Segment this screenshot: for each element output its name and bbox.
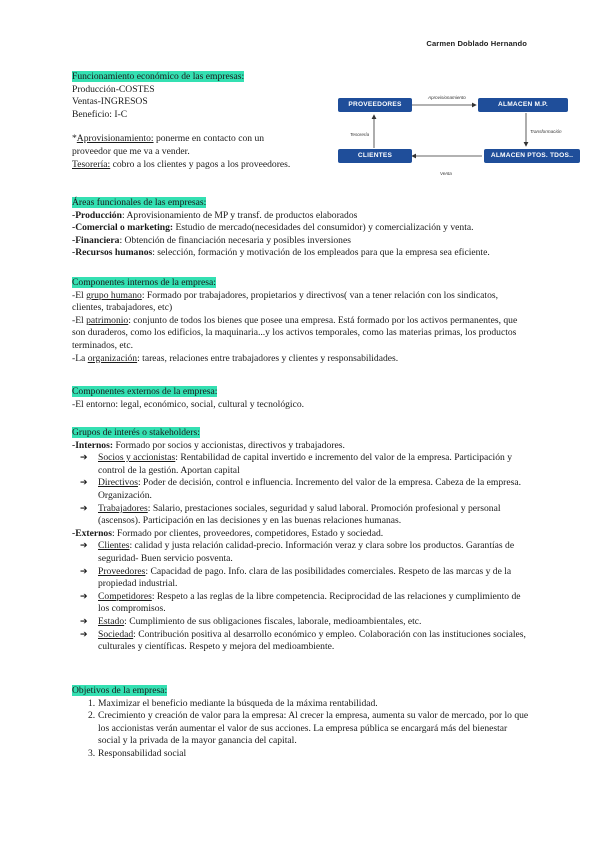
list-item [72, 540, 530, 565]
term-trabajadores: Trabajadores [98, 502, 148, 514]
heading-internos: Componentes internos de la empresa: [72, 277, 216, 288]
term-financiera: -Financiera [72, 234, 120, 246]
term-competidores: Competidores [98, 590, 152, 602]
box-clientes: CLIENTES [338, 149, 412, 163]
term-comercial: -Comercial o marketing: [72, 222, 174, 234]
list-item [72, 629, 530, 654]
term-recursos-humanos: -Recursos humanos [72, 247, 153, 259]
text-aprovisionamiento-1: ponerme en contacto con un [153, 133, 265, 145]
list-item [72, 591, 530, 616]
text-beneficio: Beneficio: I-C [72, 108, 128, 120]
term-directivos: Directivos [98, 477, 138, 489]
text-grupo-humano: : Formado por trabajadores, propietarios y directivos( van a tener relación con los sindicatos, clientes, trabajadores, etc) [72, 289, 499, 314]
box-almacen-mp: ALMACEN M.P. [478, 98, 568, 112]
section-internos [72, 277, 530, 365]
list-item [72, 566, 530, 591]
text-produccion-costes: Producción-COSTES [72, 83, 155, 95]
text-directivos: : Poder de decisión, control e influencia. Incremento del valor de la empresa. Cabeza de la empresa. Organización. [98, 477, 522, 501]
term-estado: Estado [98, 615, 125, 627]
text-externos: : Formado por clientes, proveedores, competidores, Estado y sociedad. [111, 527, 384, 539]
heading-externos: Componentes externos de la empresa: [72, 386, 218, 397]
text-trabajadores: : Salario, prestaciones sociales, seguridad y salud laboral. Promoción profesional y personal (ascensos). Participación en las decisiones y en las buenas relaciones humanas. [98, 502, 501, 527]
label-aprovisionamiento: Aprovisionamiento [428, 95, 466, 100]
author-name: Carmen Doblado Hernando [426, 39, 527, 48]
text-internos: Formado por socios y accionistas, directivos y trabajadores. [113, 439, 345, 451]
text-competidores: : Respeto a las reglas de la libre competencia. Reciprocidad de las relaciones y cumplimiento de los compromisos. [98, 590, 521, 615]
item-number: 3. [88, 747, 96, 759]
item-number: 2. [88, 710, 96, 722]
list-item [72, 710, 530, 748]
arrow-icon: ➔ [80, 503, 88, 514]
arrow-icon: ➔ [80, 629, 88, 640]
prefix-organizacion: -La [72, 352, 88, 364]
term-proveedores: Proveedores [98, 565, 146, 577]
text-entorno: -El entorno: legal, económico, social, cultural y tecnológico. [72, 398, 305, 410]
text-clientes: : calidad y justa relación calidad-precio. Información veraz y clara sobre los productos. Garantías de seguridad- Buen servicio posventa. [98, 540, 515, 564]
flow-diagram [336, 86, 586, 181]
label-tesoreria: Tesorería [350, 132, 370, 137]
text-financiera: : Obtención de financiación necesaria y posibles inversiones [119, 234, 351, 246]
term-aprovisionamiento: Aprovisionamiento: [76, 133, 154, 145]
heading-areas: Áreas funcionales de las empresas: [72, 197, 207, 208]
arrow-icon: ➔ [80, 541, 88, 552]
term-socios: Socios y accionistas [98, 452, 176, 464]
text-objetivo-2: Crecimiento y creación de valor para la empresa: Al crecer la empresa, aumenta su valor de mercado, por lo que los accionistas verán aumentar el valor de sus acciones. La empresa pública se encargará más del bienestar social y la privada de la mayor ganancia del capital. [98, 710, 529, 747]
text-patrimonio: : conjunto de todos los bienes que posee una empresa. Está formado por los activos permanentes, que son duraderos, como los edificios, la maquinaria...y los activos temporales, como las materias primas, los productos terminados, etc. [72, 314, 518, 351]
text-organizacion: : tareas, relaciones entre trabajadores y clientes y responsabilidades. [137, 352, 399, 364]
term-tesoreria: Tesorería: [72, 158, 111, 170]
text-objetivo-3: Responsabilidad social [98, 747, 187, 759]
section-objetivos [72, 685, 530, 761]
term-organizacion: organización [87, 352, 138, 364]
list-item [72, 616, 530, 629]
arrow-icon: ➔ [80, 591, 88, 602]
text-sociedad: : Contribución positiva al desarrollo económico y empleo. Colaboración con las instituciones sociales, culturales y científicas. Respeto y mejora del medioambiente. [98, 628, 526, 653]
text-comercial: Estudio de mercado(necesidades del consumidor) y comercialización y venta. [173, 222, 474, 234]
text-estado: : Cumplimiento de sus obligaciones fiscales, laborale, medioambientales, etc. [124, 615, 422, 627]
term-sociedad: Sociedad [98, 628, 134, 640]
term-patrimonio: patrimonio [86, 314, 129, 326]
text-tesoreria: cobro a los clientes y pagos a los proveedores. [110, 158, 291, 170]
text-aprovisionamiento-2: proveedor que me va a vender. [72, 145, 190, 157]
text-produccion: : Aprovisionamiento de MP y transf. de productos elaborados [121, 209, 358, 221]
prefix-patrimonio: -El [72, 314, 87, 326]
prefix-grupo: -El [72, 289, 87, 301]
arrow-icon: ➔ [80, 478, 88, 489]
list-item [72, 748, 530, 761]
list-item [72, 698, 530, 711]
term-produccion: -Producción [72, 209, 122, 221]
text-socios: : Rentabilidad de capital invertido e incremento del valor de la empresa. Participación y control de la gestión. Aportan capital [98, 452, 513, 476]
heading-objetivos: Objetivos de la empresa: [72, 685, 168, 696]
list-item [72, 452, 530, 477]
text-ventas-ingresos: Ventas-INGRESOS [72, 96, 148, 108]
box-almacen-ptos: ALMACEN PTOS. TDOS.. [484, 149, 580, 163]
term-clientes: Clientes [98, 540, 130, 552]
arrow-icon: ➔ [80, 566, 88, 577]
box-proveedores: PROVEEDORES [338, 98, 412, 112]
list-item [72, 477, 530, 502]
section-stakeholders [72, 427, 530, 654]
term-internos: -Internos: [72, 439, 114, 451]
text-proveedores: : Capacidad de pago. Info. clara de las posibilidades comerciales. Respeto de las marcas y de la propiedad industrial. [98, 565, 512, 590]
section-externos [72, 386, 532, 411]
label-venta: Venta [440, 171, 452, 176]
label-transformacion: Transformación [530, 129, 562, 134]
heading-stakeholders: Grupos de interés o stakeholders: [72, 427, 200, 438]
term-grupo-humano: grupo humano [86, 289, 142, 301]
arrow-icon: ➔ [80, 616, 88, 627]
term-externos: -Externos [72, 527, 112, 539]
section-funcionamiento: Funcionamiento económico de las empresas: Producción-COSTES Ventas-INGRESOS Beneficio: I-C *Aprovisionamiento: ponerme en contacto con un proveedor que me va a vender. Tesorería: cobro a los clientes y pagos a los proveedores. [72, 71, 327, 171]
heading-funcionamiento: Funcionamiento económico de las empresas: [72, 71, 245, 82]
arrow-icon: ➔ [80, 453, 88, 464]
text-objetivo-1: Maximizar el beneficio mediante la búsqueda de la máxima rentabilidad. [98, 697, 378, 709]
text-recursos-humanos: : selección, formación y motivación de los empleados para que la empresa sea eficiente. [152, 247, 490, 259]
list-item [72, 503, 530, 528]
item-number: 1. [88, 697, 96, 709]
section-areas [72, 197, 532, 260]
